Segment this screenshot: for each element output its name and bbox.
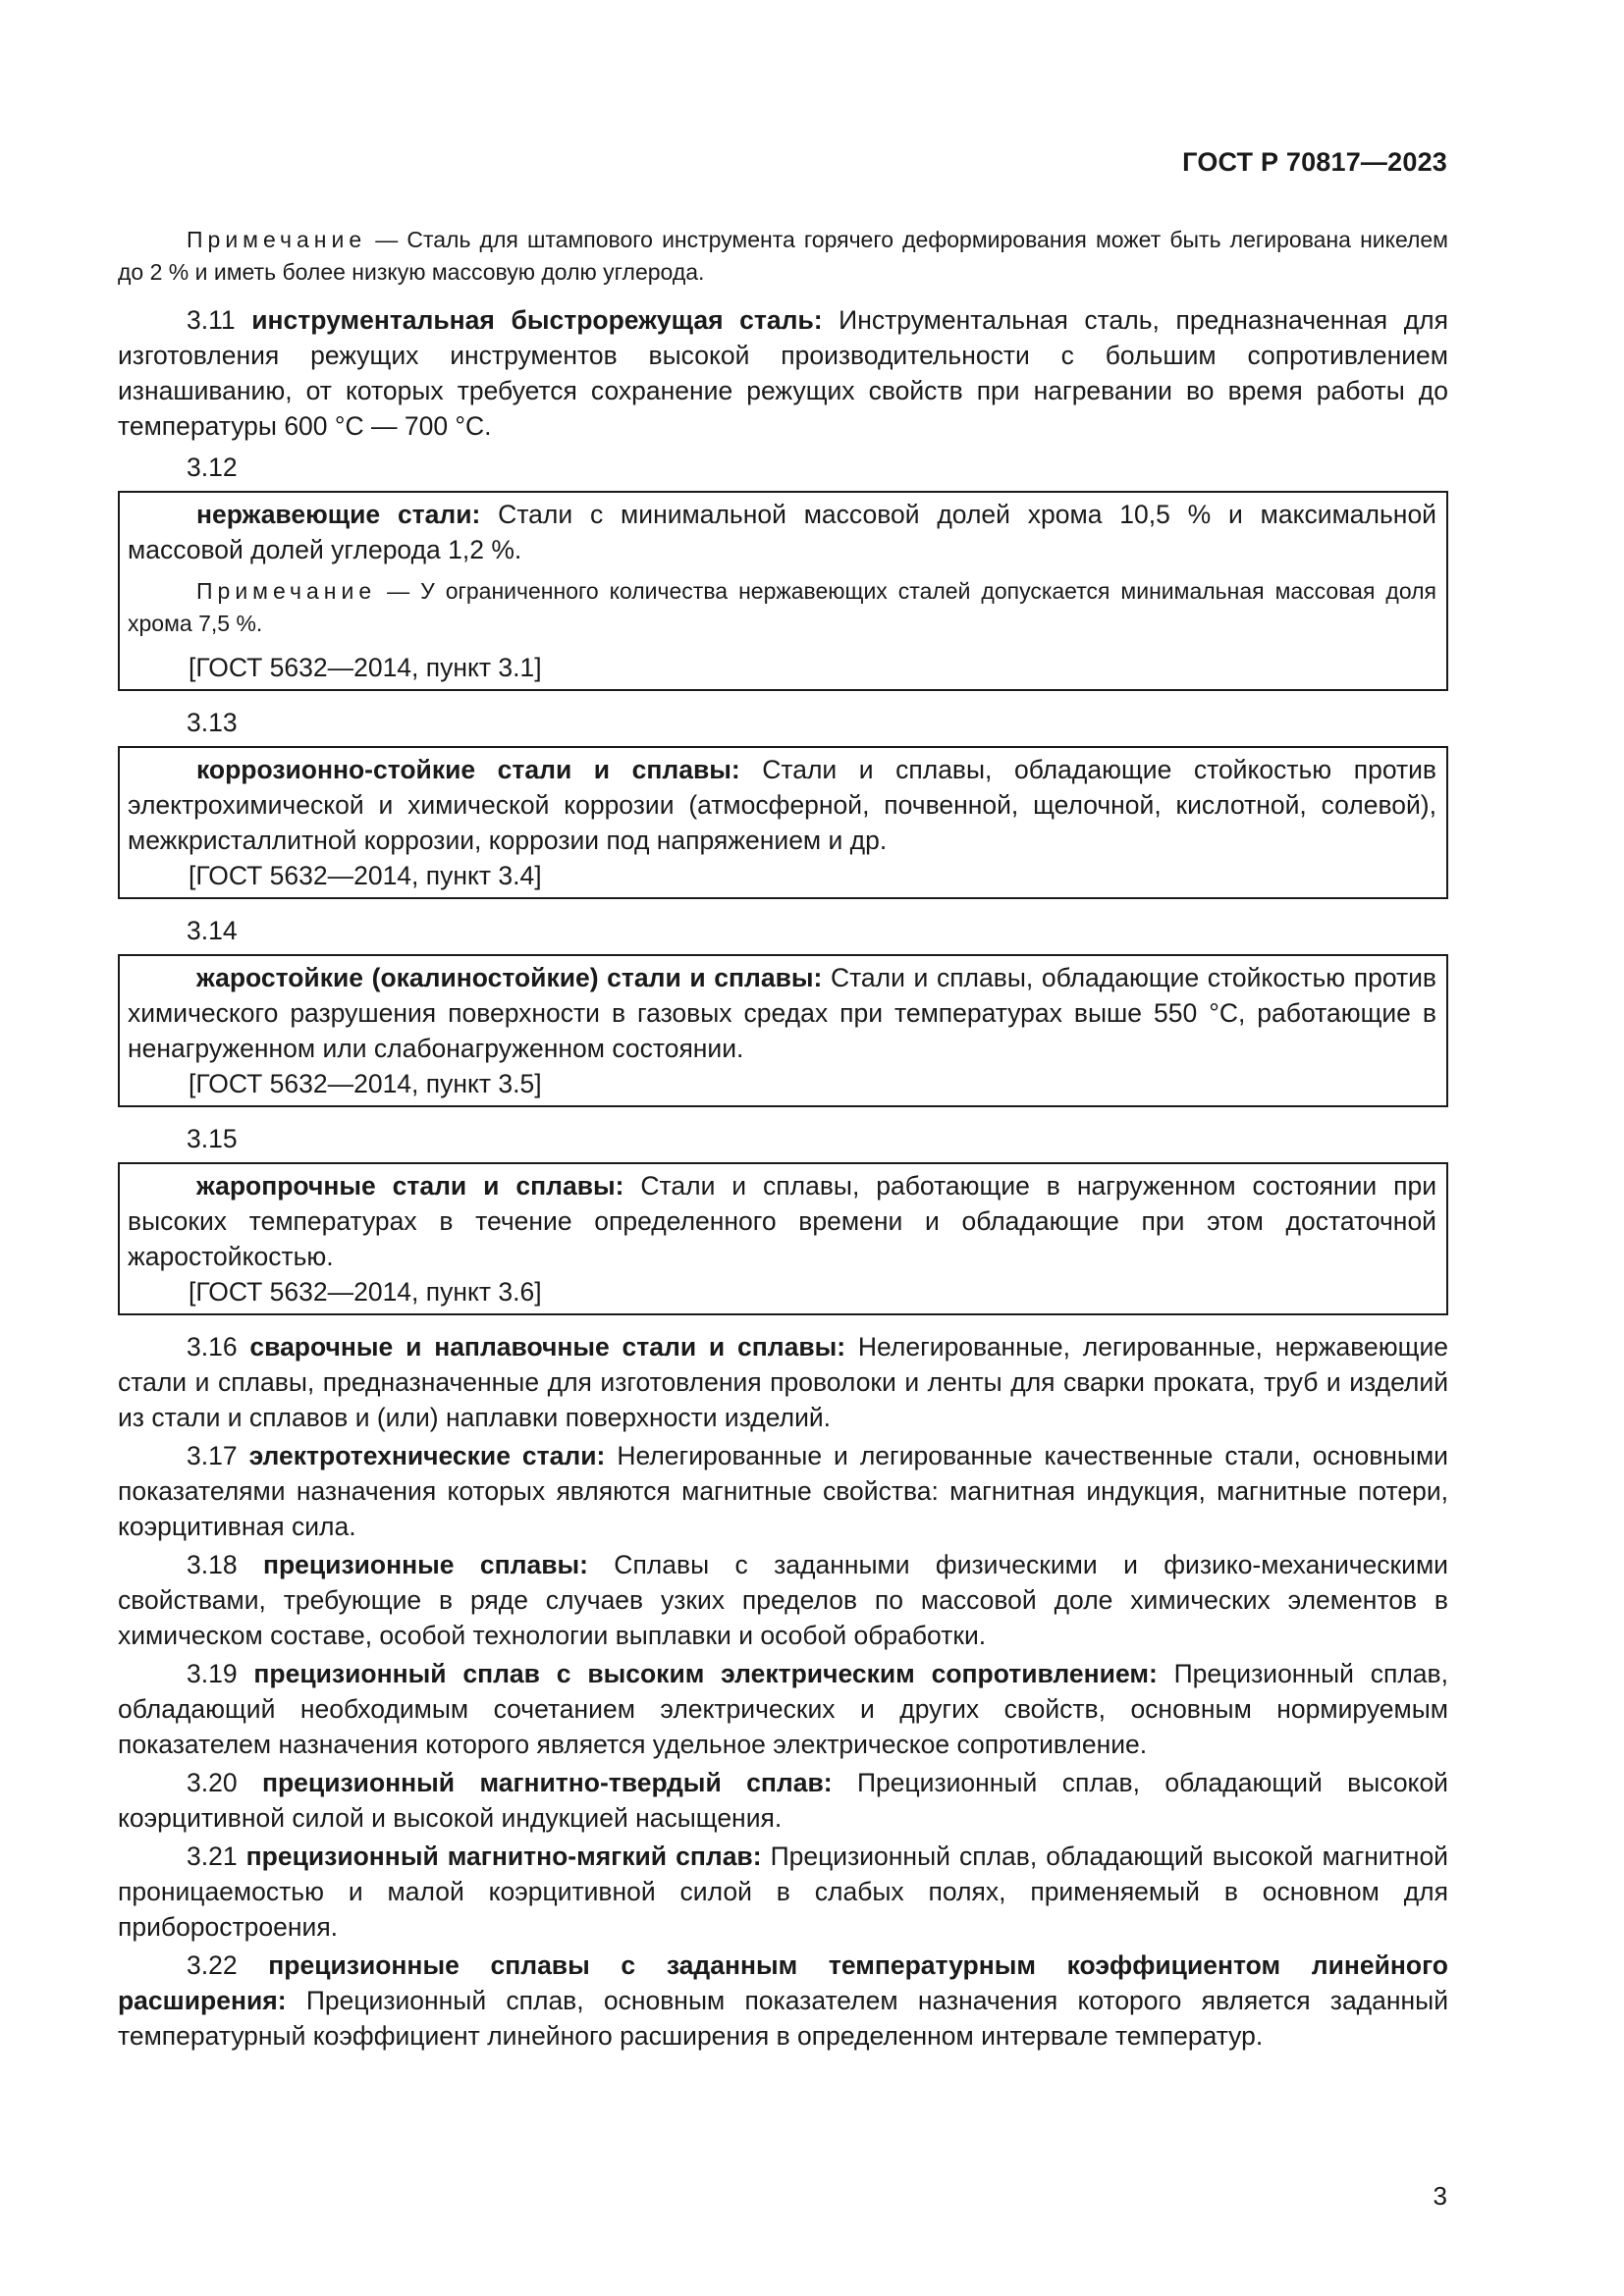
term-definition: Прецизионный сплав, обладающий высокой магнитной проницаемостью и малой коэрцитивной силой в слабых полях, применяемый в основном для приборостроения. [118, 1842, 1448, 1942]
term-3-17 [118, 1438, 1448, 1544]
term-name: жаростойкие (окалиностойкие) стали и сплавы: [196, 963, 823, 992]
term-name: прецизионные сплавы с заданным температурным коэффициентом линейного расширения: [118, 1950, 1448, 2015]
note-steel-nickel [118, 224, 1448, 289]
term-3-14 [128, 960, 1436, 1066]
term-definition: Прецизионный сплав, обладающий высокой коэрцитивной силой и высокой индукцией насыщения. [118, 1768, 1448, 1833]
term-name: прецизионные сплавы: [262, 1550, 588, 1579]
reference: [ГОСТ 5632—2014, пункт 3.6] [189, 1277, 542, 1307]
term-definition: Стали с минимальной массовой долей хрома 10,5 % и максимальной массовой долей углерода 1,2 %. [128, 500, 1436, 564]
term-definition: Нелегированные, легированные, нержавеющие стали и сплавы, предназначенные для изготовления проволоки и ленты для сварки проката, труб и изделий из стали и сплавов и (или) наплавки поверхности изделий. [118, 1332, 1448, 1432]
reference: [ГОСТ 5632—2014, пункт 3.1] [189, 653, 542, 682]
term-name: прецизионный магнитно-твердый сплав: [261, 1768, 833, 1797]
term-3-19 [118, 1656, 1448, 1762]
term-number: 3.20 [187, 1768, 238, 1797]
term-number: 3.21 [187, 1842, 238, 1871]
term-3-12 [128, 497, 1436, 567]
term-number: 3.17 [187, 1441, 238, 1470]
term-name: коррозионно-стойкие стали и сплавы: [196, 755, 740, 784]
term-name: жаропрочные стали и сплавы: [196, 1171, 624, 1201]
note-label: Примечание [187, 227, 367, 252]
term-definition: Нелегированные и легированные качественные стали, основными показателями назначения которых являются магнитные свойства: магнитная индукция, магнитные потери, коэрцитивная сила. [118, 1441, 1448, 1541]
term-3-21 [118, 1839, 1448, 1945]
document-body [118, 224, 1448, 2056]
note-label: Примечание [196, 578, 377, 604]
term-definition: Инструментальная сталь, предназначенная для изготовления режущих инструментов высокой производительности с большим сопротивлением изнашиванию, от которых требуется сохранение режущих свойств при нагревании во время работы до температуры 600 °С — 700 °С. [118, 305, 1448, 441]
term-definition: Стали и сплавы, обладающие стойкостью против электрохимической и химической коррозии (атмосферной, почвенной, щелочной, кислотной, солевой), межкристаллитной коррозии, коррозии под напряжением и др. [128, 755, 1436, 855]
term-name: инструментальная быстрорежущая сталь: [251, 305, 823, 335]
term-definition: Прецизионный сплав, основным показателем назначения которого является заданный температурный коэффициент линейного расширения в определенном интервале температур. [118, 1986, 1448, 2051]
page-number: 3 [1433, 2181, 1447, 2211]
note-stainless [128, 575, 1436, 640]
term-number-3-13: 3.13 [187, 708, 238, 737]
term-3-22 [118, 1948, 1448, 2054]
term-name: прецизионный сплав с высоким электрическим сопротивлением: [253, 1659, 1158, 1688]
term-number-3-14: 3.14 [187, 916, 238, 945]
term-definition: Стали и сплавы, обладающие стойкостью против химического разрушения поверхности в газовых средах при температурах выше 550 °С, работающие в ненагруженном или слабонагруженном состоянии. [128, 963, 1436, 1063]
term-number-3-15: 3.15 [187, 1124, 238, 1153]
term-3-13 [128, 752, 1436, 858]
term-name: прецизионный магнитно-мягкий сплав: [245, 1842, 762, 1871]
term-box-3-14 [118, 954, 1448, 1107]
term-3-18 [118, 1547, 1448, 1653]
term-name: сварочные и наплавочные стали и сплавы: [249, 1332, 846, 1362]
term-3-11 [118, 302, 1448, 444]
note-text: — Сталь для штампового инструмента горячего деформирования может быть легирована никелем до 2 % и иметь более низкую массовую долю углерода. [118, 227, 1448, 285]
term-number: 3.22 [187, 1950, 238, 1980]
reference: [ГОСТ 5632—2014, пункт 3.4] [189, 861, 542, 890]
term-name: нержавеющие стали: [196, 500, 481, 529]
term-box-3-13 [118, 746, 1448, 899]
term-3-20 [118, 1765, 1448, 1836]
note-text: — У ограниченного количества нержавеющих сталей допускается минимальная массовая доля хрома 7,5 %. [128, 578, 1436, 636]
document-code: ГОСТ Р 70817—2023 [1182, 147, 1447, 177]
term-3-15 [128, 1168, 1436, 1274]
term-number: 3.18 [187, 1550, 238, 1579]
term-number: 3.19 [187, 1659, 238, 1688]
term-box-3-12 [118, 491, 1448, 691]
term-number-3-12: 3.12 [187, 453, 238, 482]
term-definition: Прецизионный сплав, обладающий необходимым сочетанием электрических и других свойств, основным нормируемым показателем назначения которого является удельное электрическое сопротивление. [118, 1659, 1448, 1759]
term-number: 3.11 [187, 305, 236, 335]
term-box-3-15 [118, 1162, 1448, 1315]
reference: [ГОСТ 5632—2014, пункт 3.5] [189, 1069, 542, 1098]
term-name: электротехнические стали: [248, 1441, 606, 1470]
term-3-16 [118, 1329, 1448, 1435]
term-definition: Сплавы с заданными физическими и физико-механическими свойствами, требующие в ряде случаев узких пределов по массовой доле химических элементов в химическом составе, особой технологии выплавки и особой обработки. [118, 1550, 1448, 1650]
term-number: 3.16 [187, 1332, 238, 1362]
term-definition: Стали и сплавы, работающие в нагруженном состоянии при высоких температурах в течение определенного времени и обладающие при этом достаточной жаростойкостью. [128, 1171, 1436, 1271]
